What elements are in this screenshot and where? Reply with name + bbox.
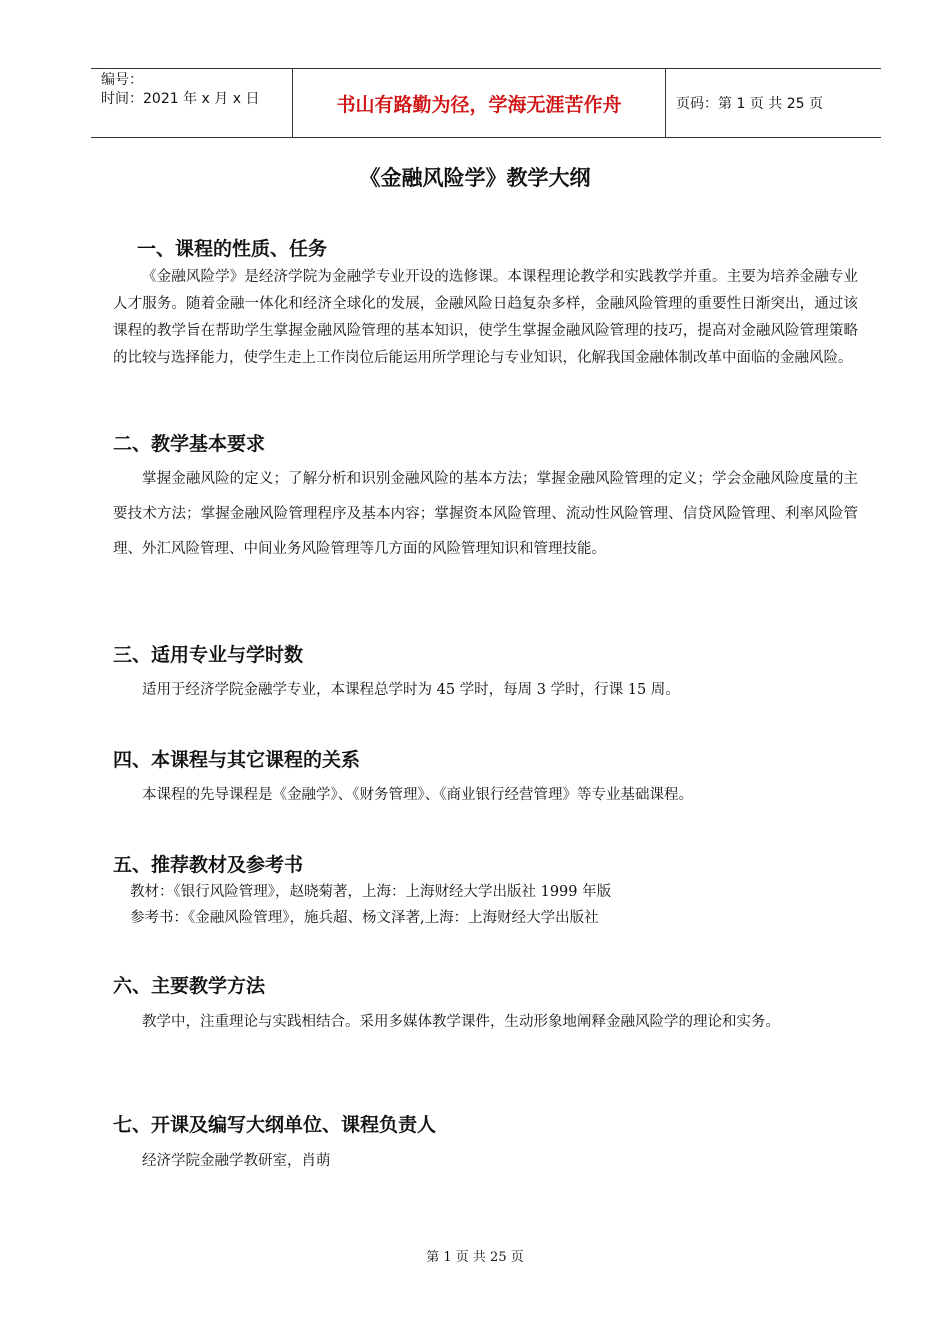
section-body-6: 教学中，注重理论与实践相结合。采用多媒体教学课件，生动形象地阐释金融风险学的理论和实务。: [142, 1014, 780, 1030]
header-motto: 书山有路勤为径，学海无涯苦作舟: [293, 69, 666, 137]
document-title: 《金融风险学》教学大纲: [359, 166, 591, 190]
section-body-4: 本课程的先导课程是《金融学》、《财务管理》、《商业银行经营管理》等专业基础课程。: [142, 787, 693, 803]
section-heading-5: 五、推荐教材及参考书: [113, 854, 304, 876]
header-page-number: 页码：第 1 页 共 25 页: [676, 96, 823, 112]
document-time-label: 时间：2021 年 x 月 x 日: [101, 91, 260, 107]
section-body-3: 适用于经济学院金融学专业，本课程总学时为 45 学时，每周 3 学时，行课 15 周。: [142, 682, 680, 698]
section-body-1: 《金融风险学》是经济学院为金融学专业开设的选修课。本课程理论教学和实践教学并重。主要为培养金融专业人才服务。随着金融一体化和经济全球化的发展，金融风险日趋复杂多样，金融风险管理的重要性日渐突出，通过该课程的教学旨在帮助学生掌握金融风险管理的基本知识，使学生掌握金融风险管理的技巧，提高对金融风险管理策略的比较与选择能力，使学生走上工作岗位后能运用所学理论与专业知识，化解我国金融体制改革中面临的金融风险。: [113, 269, 858, 366]
section-heading-3: 三、适用专业与学时数: [113, 644, 304, 666]
document-number-label: 编号：: [101, 72, 143, 88]
header-info-cell: [91, 69, 293, 137]
section-heading-6: 六、主要教学方法: [113, 975, 266, 997]
section-heading-7: 七、开课及编写大纲单位、课程负责人: [113, 1114, 437, 1136]
reference-book-line: 参考书：《金融风险管理》，施兵超、杨文泽著,上海：上海财经大学出版社: [130, 910, 599, 926]
section-heading-4: 四、本课程与其它课程的关系: [113, 749, 361, 771]
section-heading-2: 二、教学基本要求: [113, 433, 266, 455]
section-body-7: 经济学院金融学教研室，肖萌: [142, 1153, 331, 1169]
page-footer: 第 1 页 共 25 页: [426, 1250, 524, 1265]
section-body-2: 掌握金融风险的定义；了解分析和识别金融风险的基本方法；掌握金融风险管理的定义；学会金融风险度量的主要技术方法；掌握金融风险管理程序及基本内容；掌握资本风险管理、流动性风险管理、信贷风险管理、利率风险管理、外汇风险管理、中间业务风险管理等几方面的风险管理知识和管理技能。: [113, 471, 858, 557]
textbook-line: 教材：《银行风险管理》，赵晓菊著，上海：上海财经大学出版社 1999 年版: [130, 884, 612, 900]
header-table: [91, 68, 881, 138]
section-heading-1: 一、课程的性质、任务: [137, 238, 328, 260]
